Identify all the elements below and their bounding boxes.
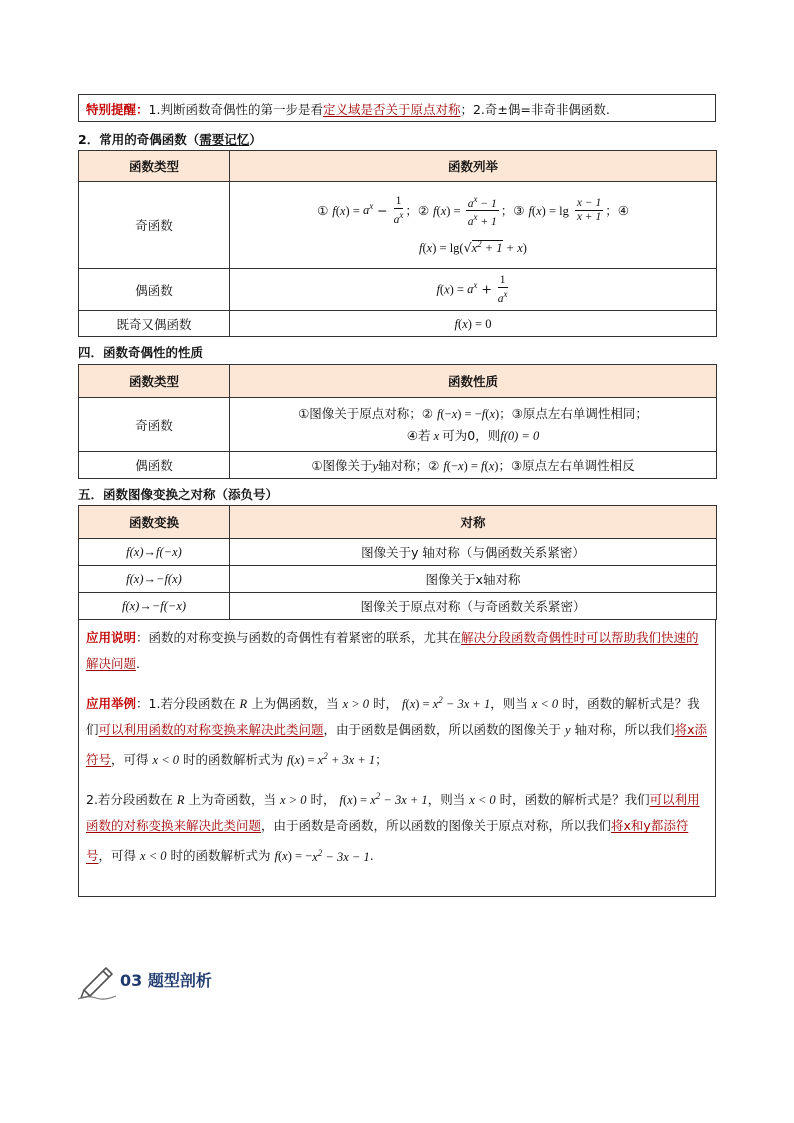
- tip-text1: 1.判断函数奇偶性的第一步是看: [148, 102, 323, 117]
- tip-prefix: 特别提醒：: [86, 102, 149, 117]
- sec2-row-both: 既奇又偶函数: [79, 311, 230, 337]
- sec2-row-odd: 奇函数: [79, 182, 230, 269]
- section-03-badge: [76, 960, 276, 1000]
- sec4-header-prop: 函数性质: [230, 365, 717, 398]
- pencil-icon: [76, 960, 120, 1000]
- sec5-row2-symmetry: 图像关于x轴对称: [230, 566, 717, 593]
- sec4-header-type: 函数类型: [79, 365, 230, 398]
- tip-text2: ；2.奇±偶=非奇非偶函数.: [460, 102, 610, 117]
- note-highlight-4: 可以利用函数的对称变换来解决此类问题: [86, 792, 700, 834]
- sec4-title: 四．函数奇偶性的性质: [78, 345, 204, 360]
- sec2-header-list: 函数列举: [230, 151, 717, 182]
- sec4-row-odd: 奇函数: [79, 398, 230, 452]
- sec5-row3-transform: f(x)→−f(−x): [79, 593, 230, 620]
- note-highlight-5: 将x和y都添符号: [86, 818, 689, 864]
- note-highlight-3: 将x添符号: [86, 722, 707, 768]
- sec5-row1-transform: f(x)→f(−x): [79, 539, 230, 566]
- note-highlight-2: 可以利用函数的对称变换来解决此类问题: [98, 722, 324, 738]
- sec5-row1-symmetry: 图像关于y 轴对称（与偶函数关系紧密）: [230, 539, 717, 566]
- sec5-table: [78, 505, 717, 620]
- sec4-table: [78, 364, 717, 479]
- note-highlight-1: 解决分段函数奇偶性时可以帮助我们快速的解决问题: [86, 630, 699, 671]
- sec2-both-formula: f(x) = 0: [230, 311, 717, 337]
- sec2-title: 2．常用的奇偶函数（需要记忆）: [78, 132, 262, 147]
- tip-box: [78, 94, 716, 122]
- sec4-row-even: 偶函数: [79, 452, 230, 479]
- sec5-title: 五．函数图像变换之对称（添负号）: [78, 487, 279, 502]
- sec2-even-formula: $f(x) = a^x$ + $\frac{1}{a^x}$: [230, 269, 717, 311]
- application-note: 应用说明：函数的对称变换与函数的奇偶性有着紧密的联系，尤其在解决分段函数奇偶性时可以帮助我们快速的解决问题. 应用举例：1.若分段函数在 R 上为偶函数，当 x > 0 时， $f(x) = x^2 - 3x + 1$，则当 x < 0 时，函数的解析式是？我们可以利用函数的对称变换来解决此类问题，由于函数是偶函数，所以函数的图像关于 y 轴对称，所以我们将x添符号，可得 x < 0 时的函数解析式为 $f(x) = x^2 + 3x + 1$； 2.若分段函数在 R 上为奇函数，当 x > 0 时， $f(x) = x^2 - 3x + 1$，则当 x < 0 时，函数的解析式是？我们可以利用函数的对称变换来解决此类问题，由于函数是奇函数，所以函数的图像关于原点对称，所以我们将x和y都添符号，可得 x < 0 时的函数解析式为 $f(x) = -x^2 - 3x - 1$.: [78, 619, 716, 897]
- sec5-header-symmetry: 对称: [230, 506, 717, 539]
- sec4-even-props: ①图像关于y轴对称；② f(−x) = f(x)；③原点左右单调性相反: [230, 452, 717, 479]
- sec2-odd-formulas: ① $f(x) = a^x$ − $\frac{1}{a^x}$ ；② f(x) = $\frac{a^x - 1}{a^x + 1}$ ；③ f(x) = lg $\frac{x - 1}{x + 1}$ ；④ $f(x) = \lg(√x^2 + 1 + x)$: [230, 182, 717, 269]
- sec2-header-type: 函数类型: [79, 151, 230, 182]
- sec2-table: [78, 150, 717, 337]
- note-label-example: 应用举例: [86, 696, 137, 712]
- sec5-row3-symmetry: 图像关于原点对称（与奇函数关系紧密）: [230, 593, 717, 620]
- sec5-header-transform: 函数变换: [79, 506, 230, 539]
- sec2-row-even: 偶函数: [79, 269, 230, 311]
- tip-highlight: 定义域是否关于原点对称: [322, 102, 461, 117]
- section-03-label: 03 题型剖析: [120, 971, 212, 990]
- sec5-row2-transform: f(x)→−f(x): [79, 566, 230, 593]
- note-label-explain: 应用说明: [86, 630, 137, 645]
- sec4-odd-props: ①图像关于原点对称；② f(−x) = −f(x)；③原点左右单调性相同； ④若 x 可为0，则f(0) = 0: [230, 398, 717, 452]
